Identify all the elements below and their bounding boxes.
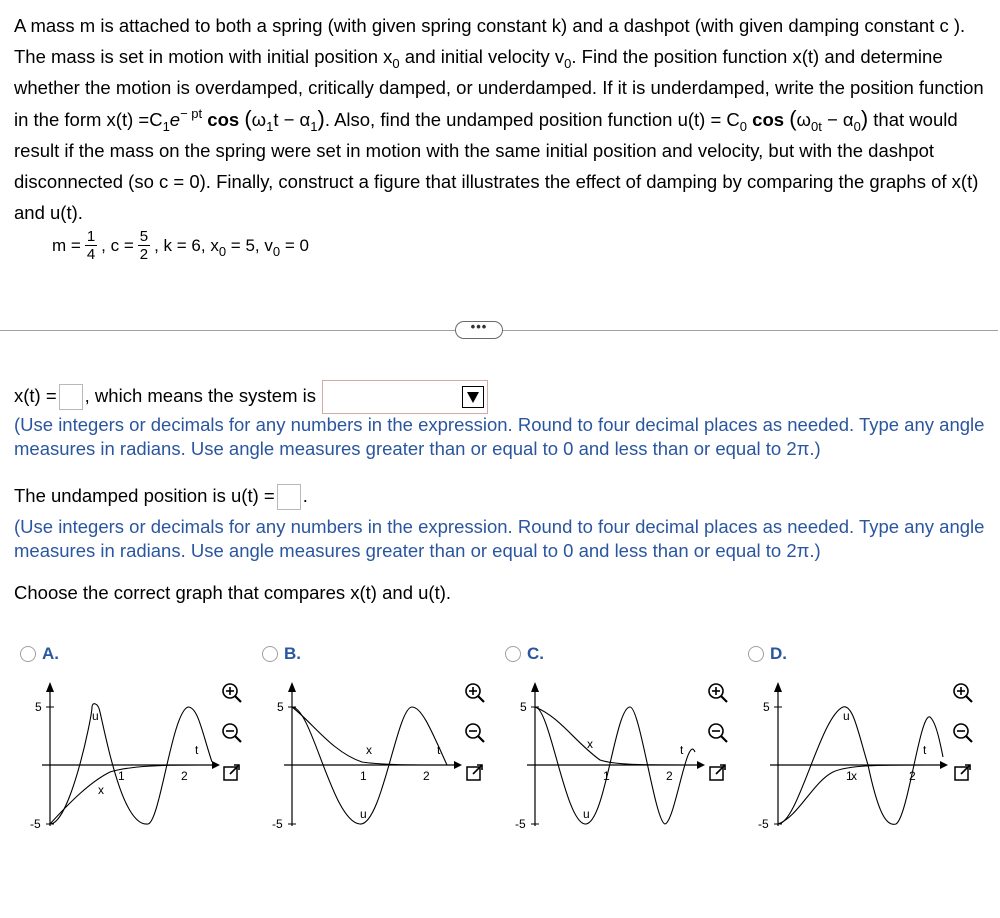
c-label: , c = bbox=[101, 235, 134, 255]
y-bottom-label: -5 bbox=[515, 817, 526, 831]
sub-1: 1 bbox=[162, 119, 170, 134]
y-axis-arrow bbox=[288, 682, 296, 692]
cos-label: cos bbox=[752, 109, 785, 130]
m-fraction bbox=[85, 228, 97, 263]
zoom-out-icon[interactable] bbox=[219, 720, 245, 746]
y-axis-arrow bbox=[46, 682, 54, 692]
sub-0: 0 bbox=[564, 56, 572, 71]
cos-label: cos bbox=[207, 109, 240, 130]
t-axis-arrow bbox=[454, 761, 462, 769]
graph-c-tools bbox=[705, 680, 731, 786]
instructions-1: (Use integers or decimals for any numbers in the expression. Round to four decimal places as needed. Type any angle measures in radians. Use angle measures greater than or equal to 0 and less than or equal to 2π.) bbox=[14, 414, 985, 459]
c-fraction bbox=[138, 228, 150, 263]
x-curve bbox=[50, 765, 200, 824]
x-curve-label: x bbox=[366, 743, 372, 757]
problem-text: . Find the position function x(t) and determine whether the motion is overdamped, critically damped, or underdamped. If it is underdamped, write the position function in the form x(t) =C bbox=[14, 46, 984, 130]
dropdown-arrow-icon[interactable] bbox=[462, 386, 484, 408]
sub-0t: 0t bbox=[810, 119, 822, 134]
graph-a-tools bbox=[219, 680, 245, 786]
problem-text: A mass m is attached to both a spring (with given spring constant k) and a dashpot (with given damping constant c ). The mass is set in motion with initial position x bbox=[14, 15, 966, 67]
x-curve-label: x bbox=[587, 737, 593, 751]
paren: ( bbox=[789, 106, 797, 131]
option-letter: A. bbox=[42, 644, 59, 663]
denominator: 2 bbox=[139, 246, 149, 263]
sub-0: 0 bbox=[853, 119, 861, 134]
x-answer-row bbox=[14, 380, 488, 414]
y-top-label: 5 bbox=[763, 700, 770, 714]
e-symbol: e bbox=[169, 109, 181, 130]
option-letter: C. bbox=[527, 644, 544, 663]
option-letter: B. bbox=[284, 644, 301, 663]
tick-1-label: 1 bbox=[603, 769, 610, 783]
paren: ) bbox=[317, 106, 325, 131]
graph-b bbox=[272, 672, 462, 832]
problem-statement bbox=[14, 10, 989, 228]
zoom-out-icon[interactable] bbox=[950, 720, 976, 746]
problem-text: and initial velocity v bbox=[399, 46, 565, 67]
omega-symbol: ω bbox=[251, 109, 267, 130]
y-bottom-label: -5 bbox=[272, 817, 283, 831]
graph-a bbox=[30, 672, 220, 832]
graph-b-tools bbox=[462, 680, 488, 786]
x-label: x(t) = bbox=[14, 384, 57, 406]
y-bottom-label: -5 bbox=[758, 817, 769, 831]
graph-c bbox=[515, 672, 705, 832]
u-answer-row bbox=[14, 484, 308, 510]
instructions-2: (Use integers or decimals for any numbers in the expression. Round to four decimal places as needed. Type any angle measures in radians. Use angle measures greater than or equal to 0 and less than or equal to 2π.) bbox=[14, 516, 985, 561]
numerator: 5 bbox=[139, 228, 149, 245]
exponent: − pt bbox=[180, 106, 203, 121]
graph-d-tools bbox=[950, 680, 976, 786]
denominator: 4 bbox=[86, 246, 96, 263]
y-top-label: 5 bbox=[35, 700, 42, 714]
sub-0: 0 bbox=[739, 119, 748, 134]
given-text: = 0 bbox=[280, 235, 309, 255]
expand-button[interactable]: ••• bbox=[455, 321, 503, 339]
numerator: 1 bbox=[86, 228, 96, 245]
t-label: t bbox=[923, 743, 927, 757]
sub-0: 0 bbox=[218, 243, 227, 259]
zoom-in-icon[interactable] bbox=[462, 680, 488, 706]
tick-1-label: 1 bbox=[846, 769, 853, 783]
expression-part: − α bbox=[821, 109, 854, 130]
option-a[interactable] bbox=[20, 644, 59, 664]
problem-text: . Also, find the undamped position function u(t) = C bbox=[324, 109, 740, 130]
paren: ) bbox=[860, 106, 869, 131]
radio-d[interactable] bbox=[748, 646, 764, 662]
u-curve-label: u bbox=[843, 709, 850, 723]
zoom-out-icon[interactable] bbox=[462, 720, 488, 746]
sub-0: 0 bbox=[272, 243, 281, 259]
x-answer-input[interactable] bbox=[59, 384, 83, 410]
y-axis-arrow bbox=[774, 682, 782, 692]
graph-d bbox=[758, 672, 948, 832]
y-axis-arrow bbox=[531, 682, 539, 692]
tick-2-label: 2 bbox=[666, 769, 673, 783]
which-text: , which means the system is bbox=[84, 384, 316, 406]
sub-1: 1 bbox=[310, 119, 318, 134]
y-top-label: 5 bbox=[520, 700, 527, 714]
radio-a[interactable] bbox=[20, 646, 36, 662]
m-label: m = bbox=[52, 235, 81, 255]
open-new-window-icon[interactable] bbox=[219, 760, 245, 786]
x-curve-label: x bbox=[851, 769, 857, 783]
zoom-out-icon[interactable] bbox=[705, 720, 731, 746]
t-label: t bbox=[437, 743, 441, 757]
omega-symbol: ω bbox=[796, 109, 811, 130]
y-bottom-label: -5 bbox=[30, 817, 41, 831]
x-curve bbox=[535, 707, 685, 765]
given-values bbox=[52, 228, 309, 263]
zoom-in-icon[interactable] bbox=[950, 680, 976, 706]
y-top-label: 5 bbox=[277, 700, 284, 714]
open-new-window-icon[interactable] bbox=[705, 760, 731, 786]
damping-type-select[interactable] bbox=[322, 380, 488, 414]
radio-c[interactable] bbox=[505, 646, 521, 662]
tick-2-label: 2 bbox=[909, 769, 916, 783]
tick-2-label: 2 bbox=[423, 769, 430, 783]
tick-2-label: 2 bbox=[181, 769, 188, 783]
option-b[interactable] bbox=[262, 644, 301, 664]
x-curve-label: x bbox=[98, 783, 104, 797]
zoom-in-icon[interactable] bbox=[705, 680, 731, 706]
sub-1: 1 bbox=[266, 119, 274, 134]
option-c[interactable] bbox=[505, 644, 544, 664]
option-letter: D. bbox=[770, 644, 787, 663]
open-new-window-icon[interactable] bbox=[462, 760, 488, 786]
given-text: = 5, v bbox=[226, 235, 273, 255]
t-label: t bbox=[680, 743, 684, 757]
choose-prompt: Choose the correct graph that compares x(t) and u(t). bbox=[14, 582, 452, 603]
u-label: The undamped position is u(t) = bbox=[14, 484, 275, 506]
t-axis-arrow bbox=[940, 761, 948, 769]
t-axis-arrow bbox=[697, 761, 705, 769]
option-d[interactable] bbox=[748, 644, 787, 664]
u-curve-label: u bbox=[360, 807, 367, 821]
paren: ( bbox=[244, 106, 252, 131]
sub-0: 0 bbox=[392, 56, 400, 71]
t-label: t bbox=[195, 743, 199, 757]
u-curve-label: u bbox=[583, 807, 590, 821]
u-curve bbox=[50, 704, 212, 824]
radio-b[interactable] bbox=[262, 646, 278, 662]
expression-part: t − α bbox=[273, 109, 311, 130]
open-new-window-icon[interactable] bbox=[950, 760, 976, 786]
u-curve-label: u bbox=[92, 709, 99, 723]
tick-1-label: 1 bbox=[118, 769, 125, 783]
k-x0-v0 bbox=[154, 235, 309, 259]
problem-text: that would result if the mass on the spring were set in motion with the same initial position and velocity, but with the dashpot disconnected (so c = 0). Finally, construct a figure that illustrates the effect of damping by comparing the graphs of x(t) and u(t). bbox=[14, 109, 979, 223]
u-answer-input[interactable] bbox=[277, 484, 301, 510]
period: . bbox=[302, 484, 308, 506]
given-text: , k = 6, x bbox=[154, 235, 219, 255]
tick-1-label: 1 bbox=[360, 769, 367, 783]
zoom-in-icon[interactable] bbox=[219, 680, 245, 706]
